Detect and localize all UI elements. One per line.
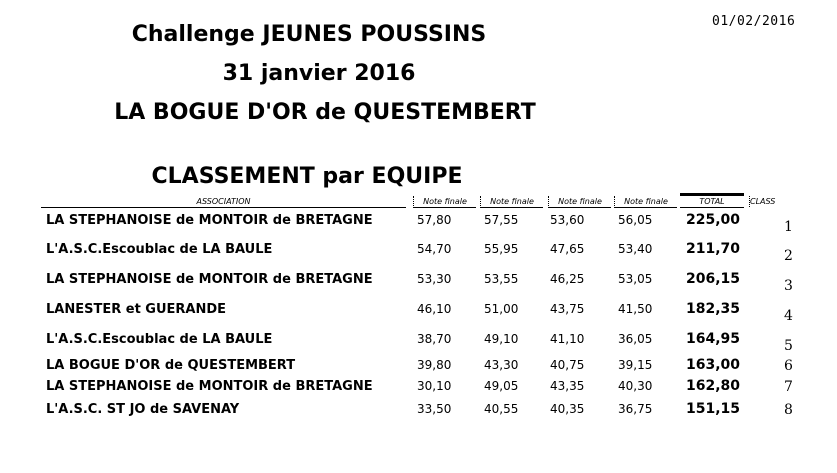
association-cell: LA STEPHANOISE de MONTOIR de BRETAGNE (46, 379, 373, 394)
header-association: ASSOCIATION (41, 196, 406, 208)
note-cell-1: 38,70 (417, 332, 452, 346)
note-cell-2: 53,55 (484, 272, 519, 286)
note-cell-1: 33,50 (417, 402, 452, 416)
total-cell: 164,95 (686, 331, 741, 347)
table-row (0, 302, 837, 322)
table-row (0, 402, 837, 422)
note-cell-2: 55,95 (484, 242, 519, 256)
total-cell: 162,80 (686, 378, 741, 394)
print-date: 01/02/2016 (712, 14, 796, 29)
title-line-2: 31 janvier 2016 (222, 61, 416, 86)
note-cell-1: 54,70 (417, 242, 452, 256)
note-cell-4: 53,05 (618, 272, 653, 286)
association-cell: L'A.S.C.Escoublac de LA BAULE (46, 332, 273, 347)
note-cell-3: 43,75 (550, 302, 585, 316)
note-cell-3: 47,65 (550, 242, 585, 256)
title-line-4: CLASSEMENT par EQUIPE (151, 164, 463, 189)
note-cell-2: 49,10 (484, 332, 519, 346)
association-cell: LA STEPHANOISE de MONTOIR de BRETAGNE (46, 213, 373, 228)
association-cell: LA BOGUE D'OR de QUESTEMBERT (46, 358, 296, 373)
note-cell-2: 43,30 (484, 358, 519, 372)
note-cell-2: 57,55 (484, 213, 519, 227)
note-cell-4: 41,50 (618, 302, 653, 316)
note-cell-4: 56,05 (618, 213, 653, 227)
note-cell-2: 40,55 (484, 402, 519, 416)
rank-cell: 5 (784, 338, 793, 354)
table-row (0, 272, 837, 292)
note-cell-4: 36,75 (618, 402, 653, 416)
rank-cell: 4 (784, 308, 793, 324)
total-cell: 182,35 (686, 301, 741, 317)
header-note-4: Note finale (614, 196, 677, 208)
table-row (0, 379, 837, 399)
total-cell: 225,00 (686, 212, 741, 228)
association-cell: L'A.S.C.Escoublac de LA BAULE (46, 242, 273, 257)
note-cell-3: 53,60 (550, 213, 585, 227)
rank-cell: 6 (784, 358, 793, 374)
note-cell-3: 43,35 (550, 379, 585, 393)
table-row (0, 332, 837, 352)
note-cell-4: 40,30 (618, 379, 653, 393)
note-cell-1: 57,80 (417, 213, 452, 227)
header-total: TOTAL (680, 193, 744, 208)
note-cell-1: 46,10 (417, 302, 452, 316)
note-cell-1: 39,80 (417, 358, 452, 372)
note-cell-3: 40,75 (550, 358, 585, 372)
rank-cell: 2 (784, 248, 793, 264)
title-line-1: Challenge JEUNES POUSSINS (131, 22, 487, 47)
total-cell: 206,15 (686, 271, 741, 287)
header-note-3: Note finale (548, 196, 611, 208)
note-cell-4: 53,40 (618, 242, 653, 256)
rank-cell: 3 (784, 278, 793, 294)
header-note-2: Note finale (480, 196, 543, 208)
note-cell-1: 53,30 (417, 272, 452, 286)
title-line-3: LA BOGUE D'OR de QUESTEMBERT (114, 100, 536, 125)
table-row (0, 213, 837, 233)
association-cell: L'A.S.C. ST JO de SAVENAY (46, 402, 240, 417)
note-cell-3: 41,10 (550, 332, 585, 346)
association-cell: LANESTER et GUERANDE (46, 302, 227, 317)
note-cell-3: 40,35 (550, 402, 585, 416)
note-cell-2: 51,00 (484, 302, 519, 316)
note-cell-4: 36,05 (618, 332, 653, 346)
total-cell: 211,70 (686, 241, 741, 257)
table-row (0, 358, 837, 378)
rank-cell: 1 (784, 219, 793, 235)
total-cell: 151,15 (686, 401, 741, 417)
note-cell-3: 46,25 (550, 272, 585, 286)
header-note-1: Note finale (413, 196, 476, 208)
note-cell-2: 49,05 (484, 379, 519, 393)
rank-cell: 7 (784, 379, 793, 395)
table-row (0, 242, 837, 262)
association-cell: LA STEPHANOISE de MONTOIR de BRETAGNE (46, 272, 373, 287)
header-class: CLASS (749, 196, 786, 207)
note-cell-4: 39,15 (618, 358, 653, 372)
total-cell: 163,00 (686, 357, 741, 373)
note-cell-1: 30,10 (417, 379, 452, 393)
rank-cell: 8 (784, 402, 793, 418)
